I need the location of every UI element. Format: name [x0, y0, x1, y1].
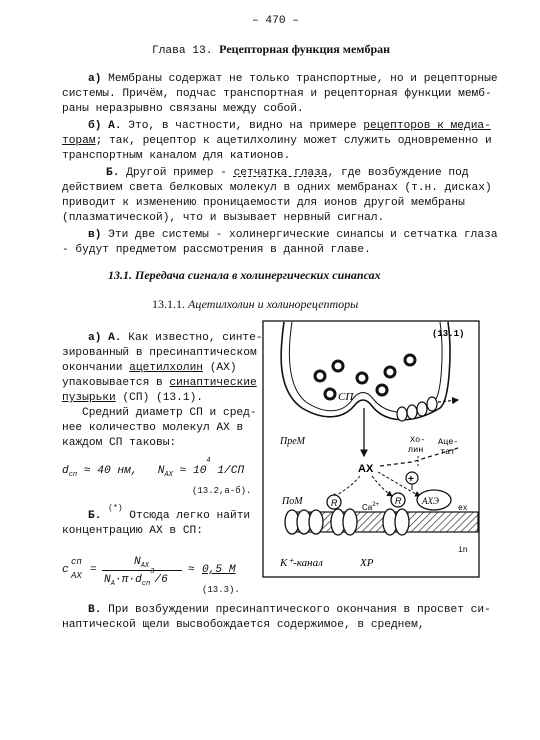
intro-c-line2: - будут предметом рассмотрения в данной главе.: [62, 244, 371, 256]
label-sp: СП: [338, 391, 354, 403]
label-ax: АХ: [358, 463, 374, 475]
label-xp: ХР: [360, 557, 374, 569]
intro-bb-line1: Б. Другой пример - сетчатка глаза, где возбуждение под: [106, 167, 469, 179]
link-retina: сетчатка глаза: [233, 167, 328, 179]
vesicle: [377, 385, 387, 395]
left-p3-line1: Б. (*) Отсюда легко найти: [88, 504, 251, 522]
section-heading: 13.1. Передача сигнала в холинергических синапсах: [108, 268, 381, 282]
intro-a-line2: системы. Причём, подчас транспортная и рецепторная функции мемб-: [62, 88, 492, 100]
intro-b-line3: транспортным каналом для катионов.: [62, 150, 291, 162]
subsection-heading: 13.1.1. Ацетилхолин и холинорецепторы: [152, 297, 359, 311]
receptor-right: [395, 509, 409, 535]
presynaptic-membrane-inner: [289, 322, 442, 412]
k-channel: [309, 510, 323, 534]
figure-number: (13.1): [432, 329, 465, 339]
intro-bb-line3: приводит к изменению проницаемости для ионов другой мембраны: [62, 197, 465, 209]
page-number: – 470 –: [252, 15, 299, 27]
label-prem: ПреМ: [280, 436, 305, 447]
intro-bb-line2: действием света белковых молекул в одних мембранах (т.н. дисках): [62, 182, 492, 194]
synapse-diagram: [262, 320, 482, 580]
label-axe: АХЭ: [422, 496, 439, 506]
chapter-heading: [152, 42, 390, 59]
left-p1-line2: зированный в пресинаптическом: [62, 347, 257, 359]
vesicle: [315, 371, 325, 381]
left-p1-line4: упаковывается в синаптические: [62, 377, 257, 389]
left-p3-line2: концентрацию АХ в СП:: [62, 525, 203, 537]
left-p2-line2: нее количество молекул АХ в: [62, 422, 244, 434]
intro-bb-line4: (плазматической), что и вызывает нервный сигнал.: [62, 212, 385, 224]
bottom-line2: наптической щели высвобождается содержимое, в среднем,: [62, 619, 425, 631]
transporter: [427, 397, 437, 411]
svg-text:R: R: [395, 496, 402, 506]
transporter: [407, 405, 417, 419]
chapter-prefix: Глава 13.: [152, 45, 213, 57]
svg-text:R: R: [331, 498, 338, 508]
transporter: [417, 402, 427, 416]
label-pom: ПоМ: [282, 496, 303, 507]
bottom-line1: В. При возбуждении пресинаптического окончания в просвет си-: [88, 604, 491, 616]
chapter-title: Рецепторная функция мембран: [219, 42, 391, 56]
label-holin: Хо-лин: [408, 435, 426, 455]
transporter: [397, 407, 407, 421]
left-p1-line3: окончании ацетилхолин (АХ): [62, 362, 237, 374]
intro-b-line2: торам; так, рецептор к ацетилхолину может служить одновременно и: [62, 135, 492, 147]
left-p1-line5: пузырьки (СП) (13.1).: [62, 392, 203, 404]
receptor-left: [343, 509, 357, 535]
label-ca: $Ca^{2+}$: [362, 502, 380, 512]
vesicle: [325, 389, 335, 399]
svg-text:+: +: [408, 474, 414, 485]
vesicle: [385, 367, 395, 377]
label-ex: ex: [458, 504, 468, 513]
label-acetat: Аце-тат: [438, 437, 459, 457]
equation-13-3: c сп АХ = $N_{АХ}$ $N_А\cdot\pi\cdot d_{сп}^3/6$ ≈ 0,5 М: [62, 556, 236, 589]
label-k-channel: K⁺-канал: [280, 557, 323, 569]
intro-c-line1: в) Эти две системы - холинергические синапсы и сетчатка глаза: [88, 229, 498, 241]
intro-a-line3: раны неразрывно связаны между собой.: [62, 103, 304, 115]
vesicle: [333, 361, 343, 371]
vesicle: [357, 373, 367, 383]
vesicle: [405, 355, 415, 365]
intro-a-line1: а) Мембраны содержат не только транспортные, но и рецепторные: [88, 73, 498, 85]
left-p1-line1: а) А. Как известно, синте-: [88, 332, 263, 344]
left-p2-line3: каждом СП таковы:: [62, 437, 177, 449]
link-receptors: рецепторов к медиа-: [363, 120, 491, 132]
equation-13-3-ref: (13.3).: [202, 585, 240, 595]
label-in: in: [458, 546, 468, 555]
equation-13-2-ref: (13.2,а-б).: [192, 486, 252, 496]
intro-b-line1: б) А. Это, в частности, видно на примере рецепторов к медиа-: [88, 120, 491, 132]
equation-13-2: $d_{сп} \approx 40$ нм, $N_{АХ} \approx 10^4$ 1/СП: [62, 457, 245, 480]
left-p2-line1: Средний диаметр СП и сред-: [82, 407, 257, 419]
